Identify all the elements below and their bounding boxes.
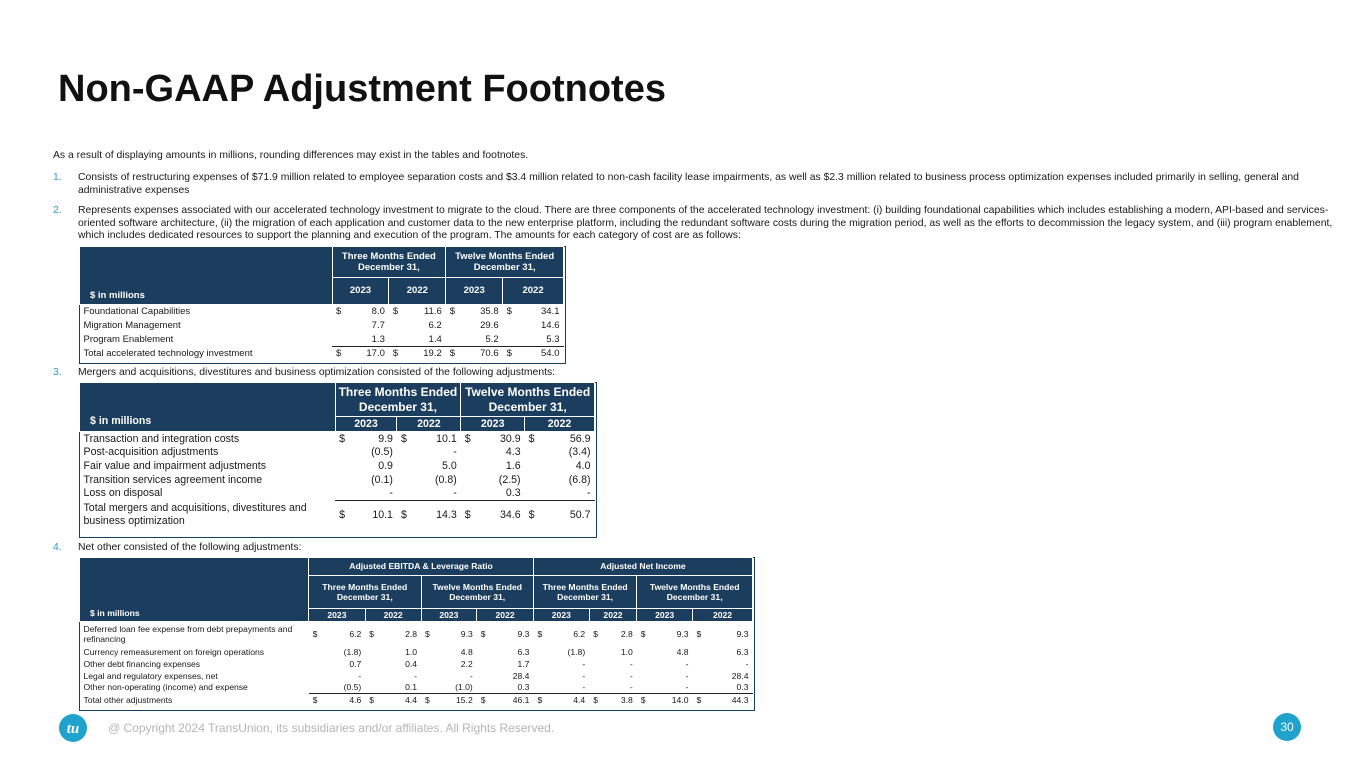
row-label: Deferred loan fee expense from debt prepayments and refinancing [83,624,293,645]
group-header: Twelve Months Ended December 31, [461,383,595,417]
currency-symbol [335,486,345,500]
currency-symbol: $ [533,694,542,706]
cell-value: 9.9 [378,432,393,445]
table-row [80,432,595,446]
table-total-row [80,347,564,361]
currency-symbol [533,658,542,670]
currency-symbol: $ [480,629,486,640]
page-title: Non-GAAP Adjustment Footnotes [58,68,666,110]
row-label: Currency remeasurement on foreign operations [83,647,265,658]
cell-value: (0.1) [371,473,393,486]
accelerated-technology-table [79,246,564,361]
currency-symbol: $ [506,306,512,318]
currency-symbol: $ [528,432,535,445]
cell-value: 34.6 [471,500,525,529]
table-row [80,319,564,333]
currency-symbol [309,647,318,659]
transunion-logo-icon [58,713,88,743]
cell-value: 0.3 [736,682,749,693]
currency-symbol [461,473,471,487]
currency-symbol [693,647,702,659]
year-header: 2023 [533,609,589,622]
cell-value: 7.7 [371,320,385,332]
table-row [80,622,753,647]
table-row [80,681,753,693]
currency-symbol: $ [593,629,598,640]
mergers-acquisitions-table [79,382,595,530]
group-header: Twelve Months Ended December 31, [421,576,533,609]
cell-value: 4.6 [318,694,366,706]
row-label: Other debt financing expenses [83,659,201,670]
group-header: Three Months Ended December 31, [309,576,421,609]
cell-value: 4.8 [460,647,473,658]
currency-symbol [533,670,542,682]
currency-symbol: $ [640,629,646,640]
cell-value: (2.5) [498,473,521,486]
copyright-text: @ Copyright 2024 TransUnion, its subsidiaries and/or affiliates. All Rights Reserved. [108,721,555,735]
footnote-text: Consists of restructuring expenses of $71.9 million related to employee separation costs and $3.4 million related to non-cash facility lease impairments, as well as $2.3 million related to business process optimization expenses included primarily in selling, general and administrative expenses [78,172,1299,196]
cell-value: 2.8 [620,629,633,640]
units-header: $ in millions [80,247,333,305]
currency-symbol [365,658,374,670]
currency-symbol [389,332,399,346]
currency-symbol: $ [461,500,471,529]
footnote-number: 1. [53,172,62,183]
currency-symbol: $ [312,629,318,640]
currency-symbol [461,446,471,460]
year-header: 2022 [589,609,637,622]
currency-symbol [446,332,456,346]
cell-value: - [685,659,689,670]
cell-value: 50.7 [535,500,595,529]
cell-value: 30.9 [499,432,521,445]
row-label: Program Enablement [83,333,174,345]
currency-symbol [335,473,345,487]
footnote-number: 3. [53,367,62,378]
currency-symbol [477,658,486,670]
currency-symbol [397,486,407,500]
footnote-text: Represents expenses associated with our accelerated technology investment to migrate to the cloud. There are three components of the accelerated technology investment: (i) building foundational capabilities which includes establishing a modern, API-based and services-oriented software architecture, (ii) the migration of each application and customer data to the new enterprise platform, including the redundant software costs during the migration period, as well as the efforts to decommission the legacy system, and (iii) program enablement, which includes dedicated resources to support the planning and execution of the program. The amounts for each category of cost are as follows: [78,205,1333,241]
currency-symbol: $ [477,694,486,706]
cell-value: 1.4 [428,333,442,345]
year-header: 2023 [421,609,477,622]
cell-value: - [358,670,362,681]
cell-value: 15.2 [430,694,477,706]
footnote-4 [53,542,1338,555]
currency-symbol [477,681,486,693]
footnote-3 [53,367,1338,380]
currency-symbol [525,473,535,487]
currency-symbol [332,319,342,333]
currency-symbol: $ [392,306,399,318]
cell-value: - [453,487,457,500]
cell-value: 6.3 [517,647,530,658]
cell-value: 29.6 [480,320,499,332]
group-header: Three Months Ended December 31, [332,247,446,278]
cell-value: - [629,682,633,693]
cell-value: - [582,659,586,670]
cell-value: 0.7 [349,659,362,670]
year-header: 2022 [365,609,421,622]
cell-value: 44.3 [702,694,753,706]
currency-symbol [309,681,318,693]
intro-text: As a result of displaying amounts in millions, rounding differences may exist in the tables and footnotes. [53,150,529,161]
footnote-number: 4. [53,542,62,553]
year-header: 2023 [332,278,389,305]
cell-value: 4.3 [505,446,521,459]
row-label: Migration Management [83,320,181,332]
cell-value: - [586,487,591,500]
year-header: 2023 [637,609,693,622]
year-header: 2023 [461,417,525,432]
row-label: Total accelerated technology investment [83,348,253,360]
currency-symbol [503,319,513,333]
currency-symbol [533,647,542,659]
currency-symbol: $ [369,629,375,640]
currency-symbol [421,670,430,682]
cell-value: 17.0 [342,347,389,361]
currency-symbol: $ [446,347,456,361]
currency-symbol: $ [397,500,407,529]
currency-symbol [365,681,374,693]
cell-value: 14.6 [541,320,560,332]
currency-symbol [332,332,342,346]
cell-value: 56.9 [569,432,591,445]
section-header-net-income: Adjusted Net Income [533,558,752,576]
currency-symbol [637,658,646,670]
cell-value: - [745,659,749,670]
cell-value: 14.3 [407,500,461,529]
cell-value: (0.5) [343,682,362,693]
group-header: Three Months Ended December 31, [533,576,636,609]
currency-symbol [503,332,513,346]
currency-symbol [421,647,430,659]
cell-value: - [582,670,586,681]
currency-symbol [309,658,318,670]
currency-symbol [637,670,646,682]
cell-value: 11.6 [423,306,442,318]
currency-symbol [461,486,471,500]
row-label: Total other adjustments [83,694,173,705]
cell-value: 4.0 [575,459,591,472]
cell-value: 9.3 [736,629,749,640]
year-header: 2022 [525,417,595,432]
section-header-ebitda: Adjusted EBITDA & Leverage Ratio [309,558,534,576]
cell-value: 0.1 [405,682,418,693]
currency-symbol [589,658,598,670]
footnote-1 [53,172,1338,197]
year-header: 2022 [477,609,534,622]
cell-value: 34.1 [541,306,560,318]
cell-value: (0.8) [434,473,457,486]
cell-value: 8.0 [371,306,385,318]
cell-value: 0.3 [517,682,530,693]
cell-value: 6.3 [736,647,749,658]
cell-value: - [582,682,586,693]
currency-symbol: $ [525,500,535,529]
cell-value: 14.0 [646,694,693,706]
cell-value: - [389,487,393,500]
currency-symbol: $ [339,432,345,445]
currency-symbol [693,658,702,670]
currency-symbol: $ [464,432,471,445]
row-label: Loss on disposal [83,487,163,500]
currency-symbol [533,681,542,693]
cell-value: 70.6 [456,347,503,361]
cell-value: 4.4 [374,694,421,706]
cell-value: 10.1 [436,432,457,445]
units-header: $ in millions [80,383,336,432]
cell-value: 28.4 [512,670,530,681]
currency-symbol: $ [389,347,399,361]
table-row [80,459,595,473]
currency-symbol [446,319,456,333]
currency-symbol: $ [696,629,702,640]
currency-symbol [477,647,486,659]
currency-symbol: $ [589,694,598,706]
footnote-number: 2. [53,205,62,216]
cell-value: 4.4 [543,694,590,706]
currency-symbol [389,319,399,333]
currency-symbol [589,670,598,682]
cell-value: 2.2 [460,659,473,670]
cell-value: 1.6 [505,459,521,472]
currency-symbol: $ [332,347,342,361]
currency-symbol [693,670,702,682]
currency-symbol [397,446,407,460]
cell-value: 35.8 [480,306,499,318]
currency-symbol [693,681,702,693]
cell-value: (1.0) [455,682,473,693]
group-header: Three Months Ended December 31, [335,383,461,417]
currency-symbol: $ [637,694,646,706]
currency-symbol: $ [449,306,456,318]
currency-symbol [365,670,374,682]
cell-value: 10.1 [345,500,397,529]
currency-symbol [421,681,430,693]
cell-value: 1.0 [620,647,633,658]
currency-symbol: $ [336,306,342,318]
cell-value: 5.0 [442,459,457,472]
currency-symbol [589,681,598,693]
units-header: $ in millions [80,558,309,622]
table-row [80,305,564,319]
table-row [80,332,564,346]
currency-symbol [637,647,646,659]
currency-symbol: $ [421,694,430,706]
cell-value: 9.3 [460,629,473,640]
row-label: Foundational Capabilities [83,306,191,318]
net-other-table [79,557,753,706]
cell-value: 0.4 [405,659,418,670]
cell-value: (0.5) [371,446,393,459]
footnote-text: Mergers and acquisitions, divestitures and business optimization consisted of the following adjustments: [78,367,556,378]
currency-symbol [477,670,486,682]
currency-symbol [397,459,407,473]
row-label: Total mergers and acquisitions, divestitures and business optimization [83,502,307,528]
year-header: 2022 [503,278,564,305]
group-header: Twelve Months Ended December 31, [637,576,753,609]
currency-symbol [335,459,345,473]
table-row [80,670,753,682]
currency-symbol: $ [400,432,407,445]
footnote-text: Net other consisted of the following adjustments: [78,542,302,553]
cell-value: 5.2 [485,333,499,345]
row-label: Legal and regulatory expenses, net [83,670,218,681]
logo-text: tu [66,721,80,737]
table-row [80,473,595,487]
currency-symbol [525,446,535,460]
currency-symbol [397,473,407,487]
currency-symbol [461,459,471,473]
cell-value: 6.2 [428,320,442,332]
year-header: 2022 [397,417,461,432]
page-number: 30 [1273,713,1301,741]
currency-symbol [637,681,646,693]
currency-symbol: $ [537,629,543,640]
table-row [80,486,595,500]
currency-symbol: $ [693,694,702,706]
cell-value: (3.4) [568,446,591,459]
cell-value: 5.3 [546,333,560,345]
cell-value: 3.8 [598,694,637,706]
cell-value: (6.8) [568,473,591,486]
currency-symbol [525,486,535,500]
cell-value: 1.0 [405,647,418,658]
currency-symbol [525,459,535,473]
cell-value: 6.2 [573,629,586,640]
year-header: 2022 [693,609,753,622]
cell-value: 46.1 [486,694,534,706]
cell-value: (1.8) [343,647,362,658]
cell-value: 28.4 [731,670,749,681]
cell-value: 0.3 [505,487,521,500]
table-row [80,658,753,670]
cell-value: 19.2 [399,347,446,361]
currency-symbol [589,647,598,659]
group-header: Twelve Months Ended December 31, [446,247,564,278]
currency-symbol: $ [365,694,374,706]
cell-value: 4.8 [676,647,689,658]
cell-value: 0.9 [378,459,393,472]
cell-value: 1.7 [517,659,530,670]
footnote-2 [53,205,1338,243]
table-total-row [80,694,753,706]
currency-symbol [309,670,318,682]
currency-symbol [335,446,345,460]
row-label: Fair value and impairment adjustments [83,459,267,472]
year-header: 2022 [389,278,446,305]
row-label: Transaction and integration costs [83,432,240,445]
cell-value: 1.3 [371,333,385,345]
cell-value: 9.3 [676,629,689,640]
table-row [80,647,753,659]
cell-value: 54.0 [513,347,564,361]
row-label: Other non-operating (income) and expense [83,682,248,693]
cell-value: - [469,670,473,681]
row-label: Post-acquisition adjustments [83,446,219,459]
cell-value: (1.8) [567,647,586,658]
cell-value: - [629,670,633,681]
currency-symbol: $ [335,500,345,529]
currency-symbol: $ [425,629,430,640]
cell-value: - [629,659,633,670]
cell-value: 9.3 [517,629,530,640]
row-label: Transition services agreement income [83,473,263,486]
cell-value: 6.2 [349,629,362,640]
table-total-row [80,500,595,529]
year-header: 2023 [335,417,397,432]
currency-symbol: $ [309,694,318,706]
currency-symbol: $ [503,347,513,361]
currency-symbol [365,647,374,659]
year-header: 2023 [309,609,366,622]
cell-value: - [453,446,457,459]
table-row [80,446,595,460]
year-header: 2023 [446,278,503,305]
currency-symbol [421,658,430,670]
cell-value: - [685,682,689,693]
cell-value: - [685,670,689,681]
cell-value: - [414,670,418,681]
cell-value: 2.8 [405,629,418,640]
